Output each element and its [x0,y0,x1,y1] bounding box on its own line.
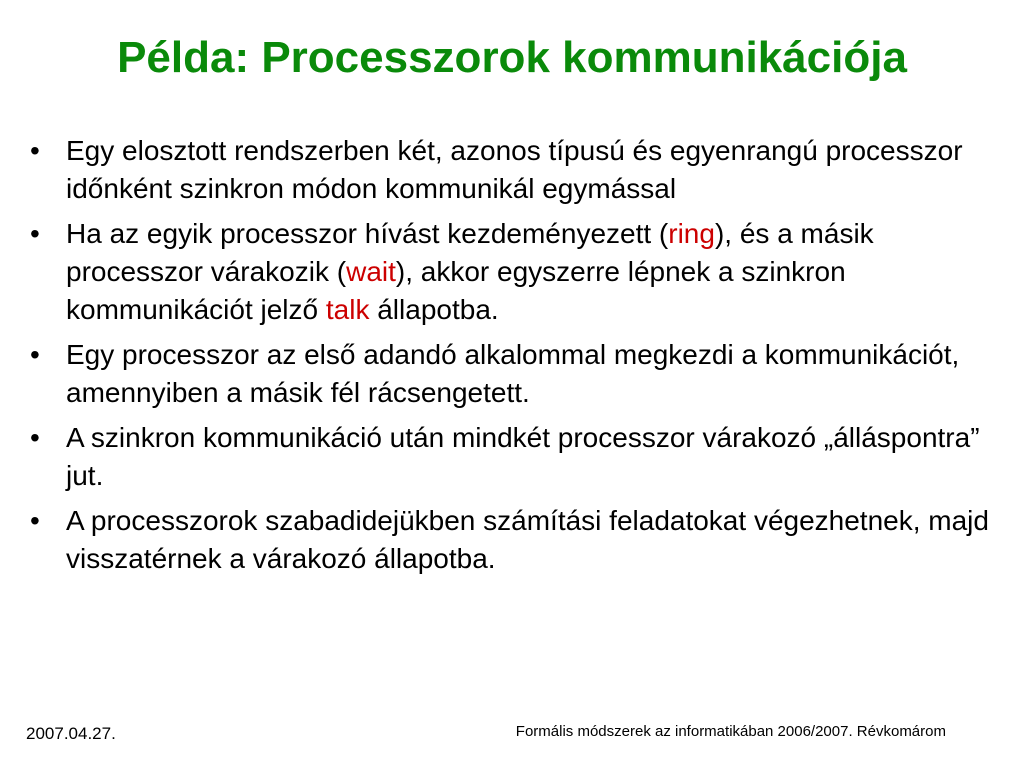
bullet-icon: • [30,135,40,166]
footer-date: 2007.04.27. [26,724,116,743]
bullet-icon: • [30,218,40,249]
bullet-item-3 [28,336,1003,412]
bullet-icon: • [30,339,40,370]
bullet-list [28,132,1003,585]
bullet-text: Egy processzor az első adandó alkalommal megkezdi a kommunikációt, amennyiben a másik fél rácsengetett. [66,339,960,408]
bullet-item-5 [28,502,1003,578]
bullet-icon: • [30,505,40,536]
footer-source: Formális módszerek az informatikában 2006/2007. Révkomárom [515,723,946,740]
bullet-text-part: állapotba. [369,294,499,325]
bullet-text-part: ), akkor egyszerre lépnek a szinkron kommunikációt jelző [66,256,846,325]
keyword-ring: ring [668,218,715,249]
bullet-item-4 [28,419,1003,495]
bullet-item-2 [28,215,1003,329]
bullet-text-part: Ha az egyik processzor hívást kezdeményezett ( [66,218,669,249]
bullet-icon: • [30,422,40,453]
keyword-talk: talk [325,294,370,325]
bullet-text: A processzorok szabadidejükben számítási feladatokat végezhetnek, majd visszatérnek a várakozó állapotba. [66,505,989,574]
bullet-text: Egy elosztott rendszerben két, azonos típusú és egyenrangú processzor időnként szinkron módon kommunikál egymással [66,135,963,204]
bullet-item-1 [28,132,1003,208]
bullet-text: A szinkron kommunikáció után mindkét processzor várakozó „álláspontra” jut. [66,422,980,491]
slide-title: Példa: Processzorok kommunikációja [117,33,907,82]
bullet-text-part: ), és a másik processzor várakozik ( [66,218,874,287]
keyword-wait: wait [346,256,396,287]
